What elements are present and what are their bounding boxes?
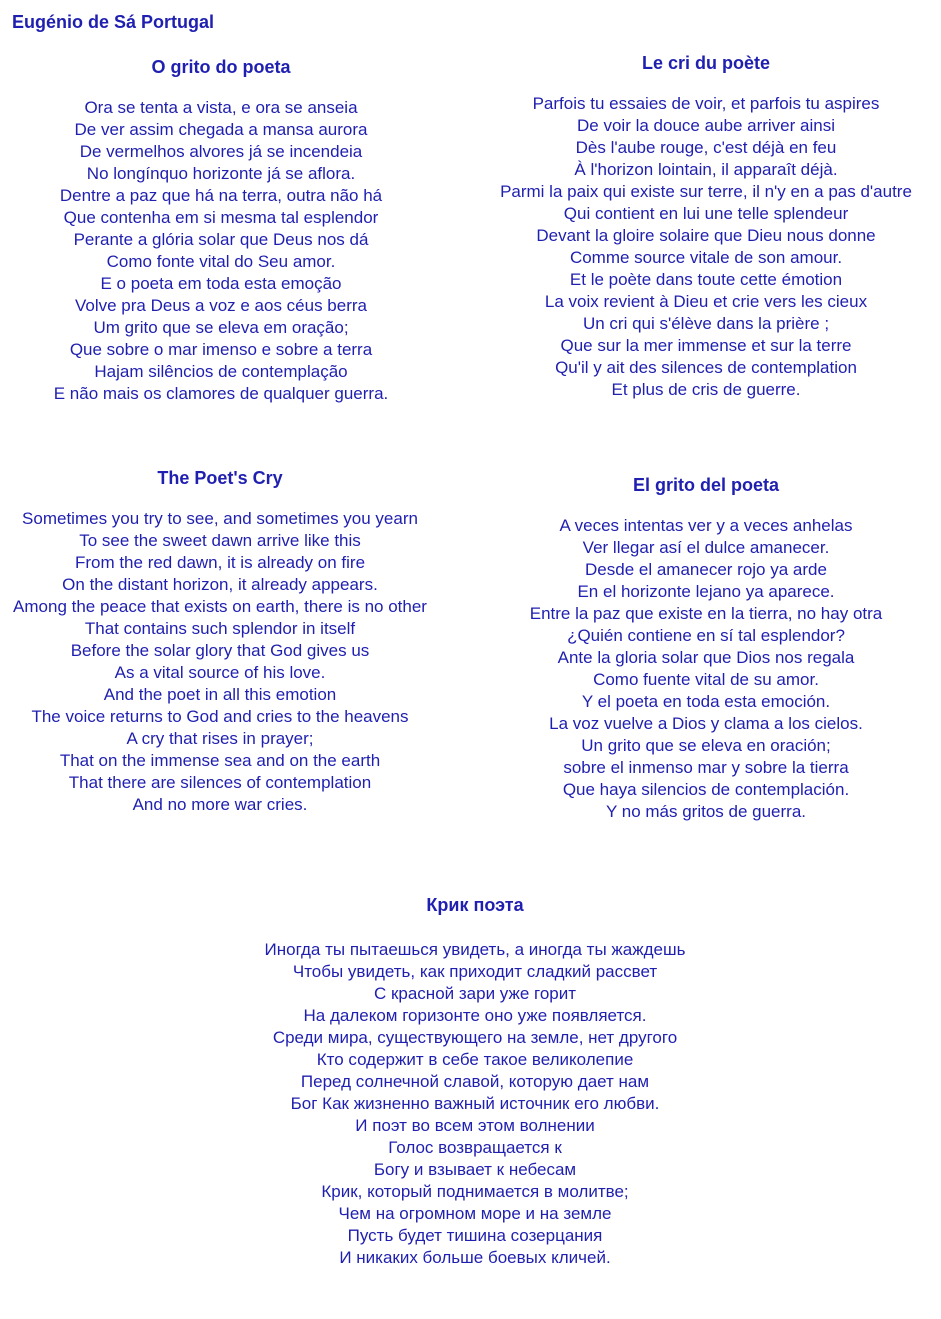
poem-line: Et plus de cris de guerre. [611,380,801,399]
poem-title: Крик поэта [426,895,524,915]
poem-line: Parmi la paix qui existe sur terre, il n'y en a pas d'autre [500,182,912,201]
poem-line: The voice returns to God and cries to the heavens [31,707,409,726]
author-name: Eugénio de Sá Portugal [12,12,215,32]
poem-line: Y no más gritos de guerra. [605,802,806,821]
poem-line: Ver llegar así el dulce amanecer. [582,538,830,557]
poem-line: Entre la paz que existe en la tierra, no hay otra [529,604,883,623]
poem-line: To see the sweet dawn arrive like this [79,531,361,550]
poem-line: Пусть будет тишина созерцания [347,1226,603,1245]
poem-title: O grito do poeta [151,57,291,77]
poem-line: Голос возвращается к [388,1138,562,1157]
poem-line: Como fonte vital do Seu amor. [106,252,336,271]
poem-line: На далеком горизонте оно уже появляется. [303,1006,647,1025]
poem-line: E não mais os clamores de qualquer guerra. [53,384,389,403]
poem-line: Перед солнечной славой, которую дает нам [300,1072,650,1091]
poem-line: That contains such splendor in itself [84,619,356,638]
poem-line: As a vital source of his love. [114,663,326,682]
poem-spanish [480,473,932,823]
poem-line: Comme source vitale de son amour. [569,248,843,267]
poem-line: Que sobre o mar imenso e sobre a terra [69,340,373,359]
poem-lines [236,939,714,1269]
poem-line: Qui contient en lui une telle splendeur [563,204,849,223]
poem-line: Parfois tu essaies de voir, et parfois tu aspires [532,94,880,113]
poem-line: sobre el inmenso mar y sobre la tierra [563,758,849,777]
poem-line: Ora se tenta a vista, e ora se anseia [84,98,358,117]
poem-lines [12,97,430,405]
poem-line: Иногда ты пытаешься увидеть, а иногда ты жаждешь [264,940,686,959]
poem-line: Dentre a paz que há na terra, outra não há [59,186,383,205]
poem-line: And no more war cries. [132,795,308,814]
poem-line: ¿Quién contiene en sí tal esplendor? [567,626,845,645]
poem-russian [236,893,714,1269]
poem-line: Dès l'aube rouge, c'est déjà en feu [575,138,837,157]
poem-line: Que contenha em si mesma tal esplendor [63,208,379,227]
poem-line: Чем на огромном море и на земле [338,1204,612,1223]
poem-line: And the poet in all this emotion [103,685,337,704]
poem-line: Крик, который поднимается в молитве; [321,1182,629,1201]
poem-line: Devant la gloire solaire que Dieu nous donne [536,226,876,245]
poem-english [8,466,432,816]
poem-line: En el horizonte lejano ya aparece. [577,582,835,601]
poem-line: La voix revient à Dieu et crie vers les cieux [544,292,868,311]
poem-line: À l'horizon lointain, il apparaît déjà. [574,160,838,179]
poem-line: И никаких больше боевых кличей. [339,1248,611,1267]
poem-line: Et le poète dans toute cette émotion [569,270,843,289]
poem-line: De vermelhos alvores já se incendeia [79,142,363,161]
poem-lines [480,515,932,823]
poem-portuguese [12,55,430,405]
poem-lines [8,508,432,816]
poem-lines [480,93,932,401]
poem-line: Бог Как жизненно важный источник его любви. [290,1094,660,1113]
poem-line: Богу и взывает к небесам [373,1160,577,1179]
poem-line: Perante a glória solar que Deus nos dá [73,230,369,249]
poem-line: Um grito que se eleva em oração; [93,318,349,337]
poem-line: Volve pra Deus a voz e aos céus berra [75,296,367,315]
poem-line: Desde el amanecer rojo ya arde [585,560,827,579]
poem-line: La voz vuelve a Dios y clama a los cielos. [549,714,863,733]
poem-line: De voir la douce aube arriver ainsi [577,116,835,135]
poem-line: Among the peace that exists on earth, there is no other [13,597,427,616]
poem-line: De ver assim chegada a mansa aurora [74,120,368,139]
poem-line: Que haya silencios de contemplación. [562,780,850,799]
poem-line: That on the immense sea and on the earth [59,751,381,770]
poem-line: Qu'il y ait des silences de contemplation [555,358,857,377]
poem-line: И поэт во всем этом волнении [355,1116,595,1135]
poem-line: Кто содержит в себе такое великолепие [316,1050,634,1069]
poem-title: The Poet's Cry [157,468,283,488]
poem-line: Hajam silêncios de contemplação [94,362,348,381]
poem-line: A cry that rises in prayer; [126,729,314,748]
poem-line: Un cri qui s'élève dans la prière ; [582,314,830,333]
poem-line: Un grito que se eleva en oración; [581,736,831,755]
poem-title: El grito del poeta [632,475,779,495]
poem-line: No longínquo horizonte já se aflora. [86,164,356,183]
poem-line: Ante la gloria solar que Dios nos regala [557,648,855,667]
poem-line: Que sur la mer immense et sur la terre [560,336,852,355]
poem-line: Чтобы увидеть, как приходит сладкий рассвет [292,962,658,981]
poem-line: E o poeta em toda esta emoção [100,274,342,293]
poem-line: On the distant horizon, it already appears. [62,575,378,594]
poem-line: Sometimes you try to see, and sometimes you yearn [22,509,418,528]
poem-line: A veces intentas ver y a veces anhelas [559,516,853,535]
poem-line: Before the solar glory that God gives us [70,641,370,660]
poem-line: That there are silences of contemplation [68,773,372,792]
poem-line: Y el poeta en toda esta emoción. [581,692,831,711]
poem-french [480,51,932,401]
poem-title: Le cri du poète [641,53,771,73]
poem-line: Среди мира, существующего на земле, нет другого [272,1028,678,1047]
poem-line: From the red dawn, it is already on fire [74,553,366,572]
poem-line: С красной зари уже горит [373,984,577,1003]
poem-line: Como fuente vital de su amor. [593,670,819,689]
